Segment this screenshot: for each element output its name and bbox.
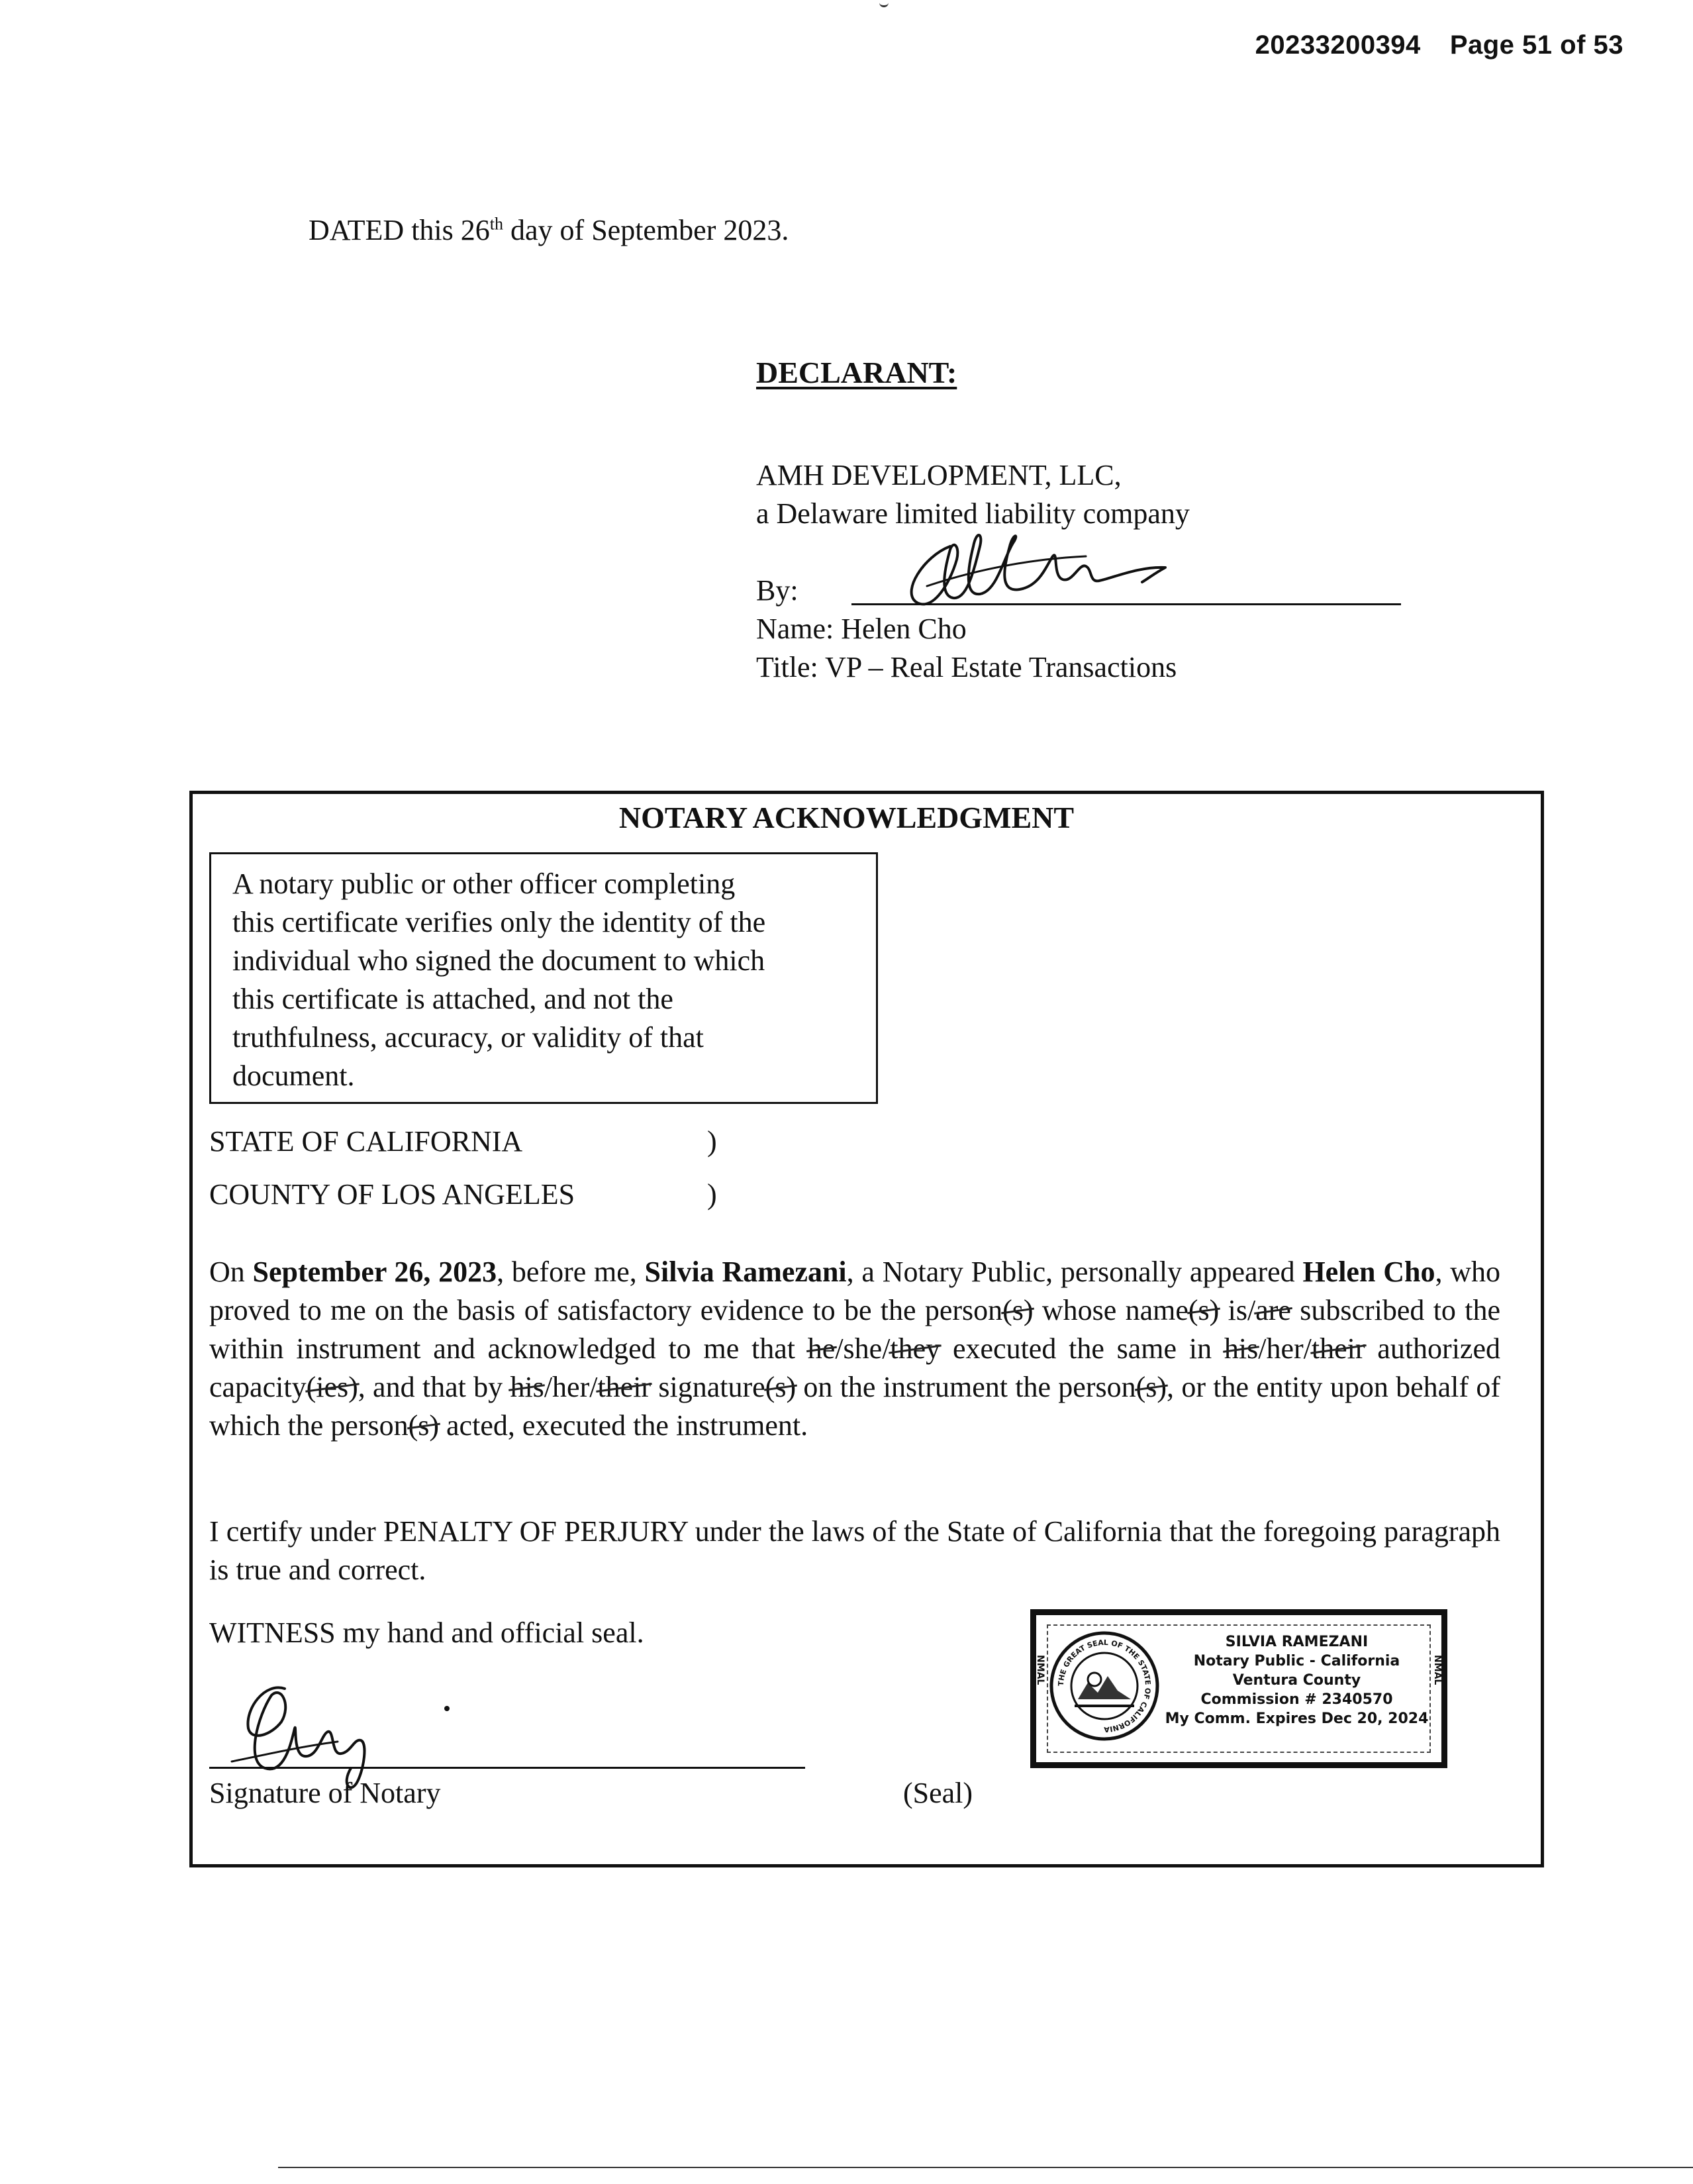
stamp-expiration: My Comm. Expires Dec 20, 2024 (1165, 1711, 1429, 1727)
by-label: By: (756, 574, 798, 607)
declarant-signature (887, 520, 1205, 619)
stamp-county: Ventura County (1232, 1672, 1361, 1689)
stamp-side-text: NMAL (1432, 1655, 1443, 1685)
page-bottom-rule (278, 2167, 1693, 2168)
notice-line: this certificate is attached, and not the (232, 983, 673, 1015)
declarant-entity: AMH DEVELOPMENT, LLC, (756, 459, 1122, 491)
scan-mark (879, 1, 889, 7)
page-number: Page 51 of 53 (1449, 30, 1623, 60)
notary-signature-line (209, 1767, 805, 1769)
county-label: COUNTY OF LOS ANGELES (209, 1178, 575, 1211)
svg-text:THE GREAT SEAL OF THE STATE OF: THE GREAT SEAL OF THE STATE OF CALIFORNIA (1056, 1638, 1153, 1734)
witness-line: WITNESS my hand and official seal. (209, 1616, 644, 1649)
declarant-title: Title: VP – Real Estate Transactions (756, 651, 1177, 683)
notice-line: truthfulness, accuracy, or validity of that (232, 1021, 704, 1054)
acknowledgment-paragraph: On September 26, 2023, before me, Silvia Ramezani, a Notary Public, personally appeared Helen Cho, who proved to me on the basis of satisfactory evidence to be the person(s) whose name(s) is/are subscribed to the within instrument and acknowledged to me that he/she/they executed the same in his/her/their authorized capacity(ies), and that by his/her/their signature(s) on the instrument the person(s), or the entity upon behalf of which the person(s) acted, executed the instrument. (209, 1256, 1500, 1442)
notice-line: A notary public or other officer completing (232, 868, 736, 900)
document-number: 20233200394 (1255, 30, 1421, 60)
notary-stamp (1030, 1609, 1447, 1768)
notice-line: this certificate verifies only the identity of the (232, 906, 766, 938)
state-seal-icon (1048, 1630, 1161, 1742)
notary-notice-box (209, 852, 878, 1104)
declarant-heading: DECLARANT: (756, 356, 957, 389)
stamp-side-text: NMAL (1035, 1655, 1045, 1685)
stamp-commission: Commission # 2340570 (1200, 1691, 1393, 1708)
notice-line: document. (232, 1060, 355, 1092)
seal-label: (Seal) (903, 1777, 973, 1809)
dated-line: DATED this 26th day of September 2023. (309, 214, 789, 246)
stamp-notary-name: SILVIA RAMEZANI (1225, 1634, 1369, 1650)
county-paren: ) (707, 1178, 717, 1211)
stamp-text (1159, 1632, 1435, 1728)
perjury-paragraph: I certify under PENALTY OF PERJURY under the laws of the State of California that the foregoing paragraph is true and correct. (209, 1515, 1500, 1586)
notary-title: NOTARY ACKNOWLEDGMENT (618, 801, 1075, 834)
signature-label: Signature of Notary (209, 1777, 441, 1809)
state-label: STATE OF CALIFORNIA (209, 1125, 523, 1158)
declarant-entity-type: a Delaware limited liability company (756, 497, 1190, 530)
page-header (1255, 30, 1623, 60)
state-paren: ) (707, 1125, 717, 1158)
stamp-role: Notary Public - California (1193, 1653, 1400, 1669)
declarant-name: Name: Helen Cho (756, 613, 967, 645)
notice-line: individual who signed the document to which (232, 944, 765, 977)
